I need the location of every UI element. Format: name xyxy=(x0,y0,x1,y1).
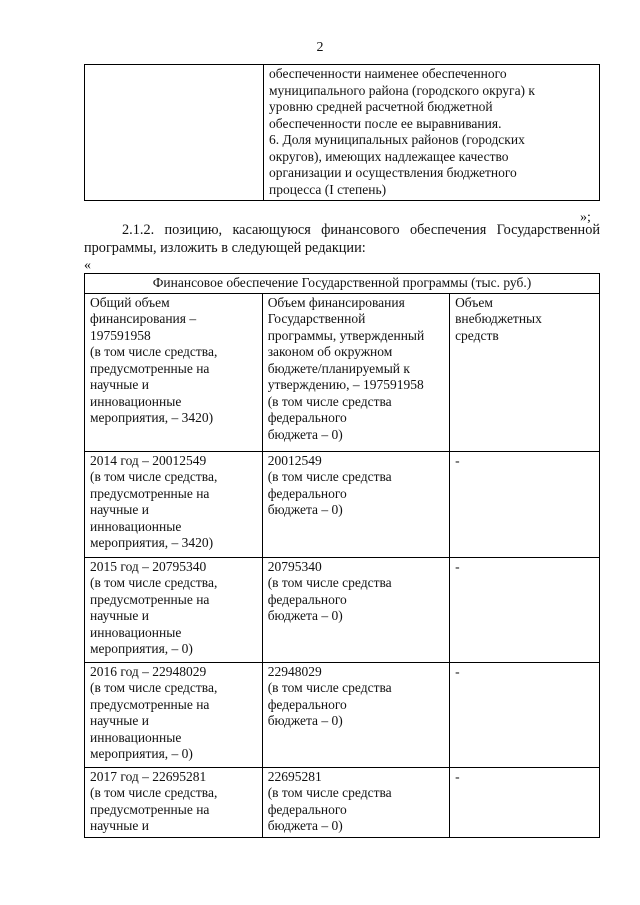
year-budget-cell: 22948029 (в том числе средства федерального бюджета – 0) xyxy=(262,662,449,767)
year-total-cell: 2017 год – 22695281 (в том числе средства, предусмотренные на научные и xyxy=(85,767,263,837)
year-budget-cell: 20795340 (в том числе средства федерального бюджета – 0) xyxy=(262,557,449,662)
header-total-cell: Общий объем финансирования – 197591958 (в том числе средства, предусмотренные на научные и инновационные мероприятия, – 3420) xyxy=(85,293,263,451)
year-total-cell: 2016 год – 22948029 (в том числе средства, предусмотренные на научные и инновационные мероприятия, – 0) xyxy=(85,662,263,767)
header-offbudget-cell: Объем внебюджетных средств xyxy=(450,293,600,451)
header-budget-cell: Объем финансирования Государственной программы, утвержденный законом об окружном бюджете/планируемый к утверждению, – 197591958 (в том числе средства федерального бюджета – 0) xyxy=(262,293,449,451)
table-row xyxy=(85,767,600,837)
year-budget-cell: 20012549 (в том числе средства федерального бюджета – 0) xyxy=(262,451,449,557)
year-offbudget-cell: - xyxy=(450,451,600,557)
year-budget-cell: 22695281 (в том числе средства федерального бюджета – 0) xyxy=(262,767,449,837)
table-row xyxy=(85,557,600,662)
table-row xyxy=(85,662,600,767)
table-title-row xyxy=(85,274,600,294)
financing-table xyxy=(84,273,600,838)
financing-table-title: Финансовое обеспечение Государственной программы (тыс. руб.) xyxy=(85,274,600,294)
table-row xyxy=(85,451,600,557)
year-offbudget-cell: - xyxy=(450,557,600,662)
table-row xyxy=(85,65,600,201)
year-total-cell: 2015 год – 20795340 (в том числе средства, предусмотренные на научные и инновационные мероприятия, – 0) xyxy=(85,557,263,662)
page-number: 2 xyxy=(316,40,324,55)
year-offbudget-cell: - xyxy=(450,662,600,767)
indicators-table xyxy=(84,64,600,201)
indicators-left-cell xyxy=(85,65,264,201)
opening-quote: « xyxy=(84,258,91,273)
amendment-paragraph: 2.1.2. позицию, касающуюся финансового обеспечения Государственной программы, изложить в следующей редакции: xyxy=(84,222,600,256)
indicators-right-cell: обеспеченности наименее обеспеченного муниципального района (городского округа) к уровню средней расчетной бюджетной обеспеченности после ее выравнивания. 6. Доля муниципальных районов (городских округов), имеющих надлежащее качество организации и осуществления бюджетного процесса (I степень) xyxy=(264,65,600,201)
table-header-row xyxy=(85,293,600,451)
year-total-cell: 2014 год – 20012549 (в том числе средства, предусмотренные на научные и инновационные мероприятия, – 3420) xyxy=(85,451,263,557)
year-offbudget-cell: - xyxy=(450,767,600,837)
closing-quote: »; xyxy=(580,210,591,225)
